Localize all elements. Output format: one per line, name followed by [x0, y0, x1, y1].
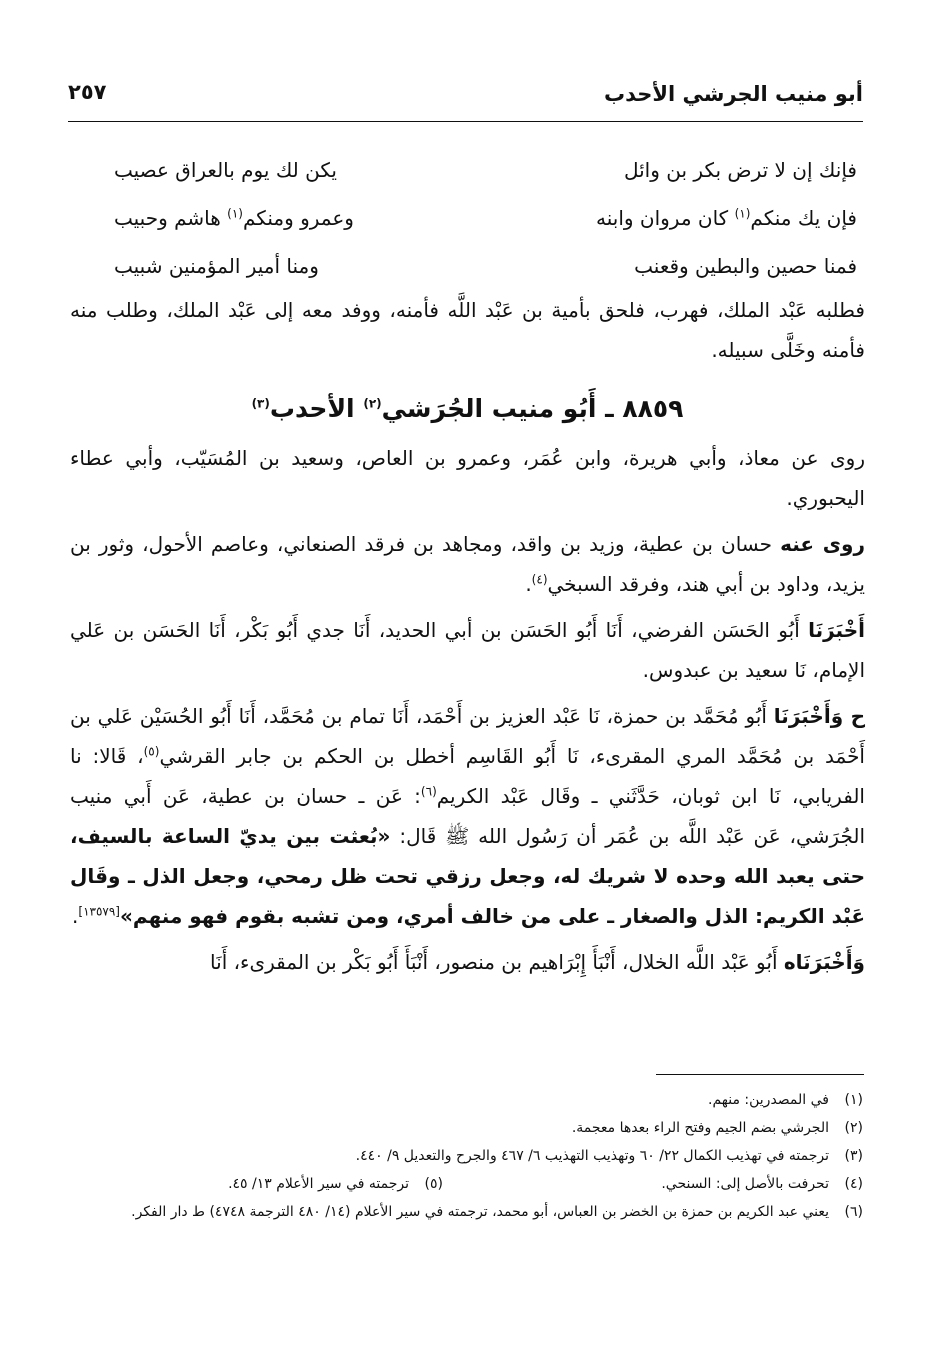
- paragraph: فطلبه عَبْد الملك، فهرب، فلحق بأمية بن عَبْد اللَّه فأمنه، ووفد معه إلى عَبْد الملك، وطلب منه فأمنه وخَلَّى سبيله.: [70, 298, 865, 362]
- footnote-ref: (٤): [531, 572, 548, 587]
- verse-hemistich: فإنك إن لا ترض بكر بن وائل: [623, 158, 857, 182]
- punctuation: .: [525, 572, 532, 596]
- footnote: [68, 1114, 863, 1142]
- main-text: [70, 146, 865, 982]
- narrators-paragraph: [70, 524, 865, 604]
- isnad-text: ، قَالا: نا الفريابي، نَا ابن ثوبان، حَدَّثَني ـ وقَال عَبْد الكريم: [70, 744, 865, 808]
- narrators-text: حسان بن عطية، وزيد بن واقد، ومجاهد بن فرقد الصنعاني، وعاصم الأحول، وثور بن يزيد، وداود بن أبي هند، وفرقد السبخي: [70, 532, 865, 596]
- isnad-text: أَبُو الحَسَن الفرضي، أَنَا أَبُو الحَسَن بن أبي الحديد، أَنَا جدي أَبُو بَكْر، أَنَا الحَسَن بن عَلي الإمام، نَا سعيد بن عبدوس.: [70, 618, 865, 682]
- entry-epithet: الأحدب: [269, 394, 364, 423]
- hadith-number: [١٣٥٧٩]: [78, 904, 120, 919]
- footnotes: [68, 1086, 863, 1226]
- footnote-ref: (٦): [420, 784, 437, 799]
- footnote-number: (٦): [844, 1204, 863, 1220]
- verse-hemistich: يكن لك يوم بالعراق عصيب: [114, 158, 337, 182]
- verse-text: وعمرو ومنكم: [242, 206, 354, 230]
- verse-hemistich: [517, 194, 857, 242]
- page-number: ٢٥٧: [68, 80, 107, 104]
- footnote-text: في المصدرين: منهم.: [708, 1092, 829, 1108]
- isnad-text: أَبُو مُحَمَّد بن حمزة، نَا عَبْد العزيز بن أَحْمَد، أَنَا تمام بن مُحَمَّد، أَنَا أَبُو الحُسَيْن عَلي بن أَحْمَد بن مُحَمَّد المري المقرىء، نَا أَبُو القَاسِم أخطل بن الحكم بن جابر القرشي: [70, 704, 865, 768]
- footnote-ref: (٣): [251, 396, 270, 411]
- narrators-label: روى عنه: [780, 532, 865, 556]
- footnote-ref: (١): [227, 206, 243, 221]
- footnote-row: [68, 1170, 863, 1198]
- verse-line: [70, 194, 865, 242]
- footnote-ref: (١): [734, 206, 751, 221]
- narrated-from-paragraph: روى عن معاذ، وأبي هريرة، وابن عُمَر، وعمرو بن العاص، وسعيد بن المُسَيّب، وأبي عطاء اليحبوري.: [70, 446, 865, 510]
- isnad-paragraph: [70, 942, 865, 982]
- footnote: [68, 1142, 863, 1170]
- isnad-label: أَخْبَرَنَا: [808, 618, 865, 642]
- footnote-text: ترجمته في تهذيب الكمال ٢٢/ ٦٠ وتهذيب التهذيب ٦/ ٤٦٧ والجرح والتعديل ٩/ ٤٤٠.: [355, 1148, 829, 1164]
- footnote: [68, 1086, 863, 1114]
- running-title: أبو منيب الجرشي الأحدب: [604, 82, 863, 106]
- verse-hemistich: [114, 194, 444, 242]
- header-rule: [68, 121, 863, 122]
- footnote-ref: (٢): [363, 396, 382, 411]
- footnote-number: (٣): [844, 1148, 863, 1164]
- verse-text: فإن يك منكم: [750, 206, 857, 230]
- isnad-label: ح وَأَخْبَرَنَا: [773, 704, 866, 728]
- footnote-text: يعني عبد الكريم بن حمزة بن الخضر بن العباس، أبو محمد، ترجمته في سير الأعلام (١٤/ ٤٨٠ الترجمة ٤٧٤٨) ط دار الفكر.: [131, 1204, 829, 1220]
- footnote-text: ترجمته في سير الأعلام ١٣/ ٤٥.: [228, 1176, 409, 1192]
- footnote-number: (٥): [424, 1176, 443, 1192]
- footnote-text: تحرفت بالأصل إلى: السنحي.: [661, 1176, 829, 1192]
- isnad-text: : عَن ـ حسان بن عطية، عَن أَبي منيب الجُرَشي، عَن عَبْد اللَّه بن عُمَر أن رَسُول الله ﷺ قَال:: [70, 784, 866, 848]
- footnote-ref: (٥): [143, 744, 160, 759]
- verse-hemistich: ومنا أمير المؤمنين شبيب: [114, 254, 319, 278]
- verse-line: [70, 146, 865, 194]
- footnote: [68, 1198, 863, 1226]
- footnote-text: الجرشي بضم الجيم وفتح الراء بعدها معجمة.: [571, 1120, 829, 1136]
- isnad-paragraph: [70, 696, 865, 936]
- footnote-number: (٤): [844, 1176, 863, 1192]
- footnote-number: (٢): [844, 1120, 863, 1136]
- verse-text: كان مروان وابنه: [596, 206, 735, 230]
- punctuation: .: [72, 904, 79, 928]
- verse-hemistich: فمنا حصين والبطين وقعنب: [634, 254, 857, 278]
- hadith-text: «بُعثت بين يديّ الساعة بالسيف، حتى يعبد الله وحده لا شريك له، وجعل رزقي تحت ظل رمحي، وجعل الذل ـ وقَال عَبْد الكريم: الذل والصغار ـ على من خالف أمري، ومن تشبه بقوم فهو منهم»: [70, 824, 865, 928]
- isnad-label: وَأَخْبَرَنَاه: [783, 950, 865, 974]
- footnote-number: (١): [844, 1092, 863, 1108]
- footnote: [443, 1170, 863, 1198]
- isnad-paragraph: [70, 610, 865, 690]
- footnote-rule: [656, 1074, 864, 1075]
- entry-name: ٨٨٥٩ ـ أَبُو منيب الجُرَشي: [381, 394, 684, 423]
- verse-line: [70, 242, 865, 290]
- isnad-text: أَبُو عَبْد اللَّه الخلال، أَنْبَأَ إِبْرَاهيم بن منصور، أَنْبَأَ أَبُو بَكْر بن المقرىء، أَنَا: [210, 950, 784, 974]
- verse-text: هاشم وحبيب: [114, 206, 228, 230]
- footnote: [228, 1170, 443, 1198]
- entry-heading: [70, 384, 865, 434]
